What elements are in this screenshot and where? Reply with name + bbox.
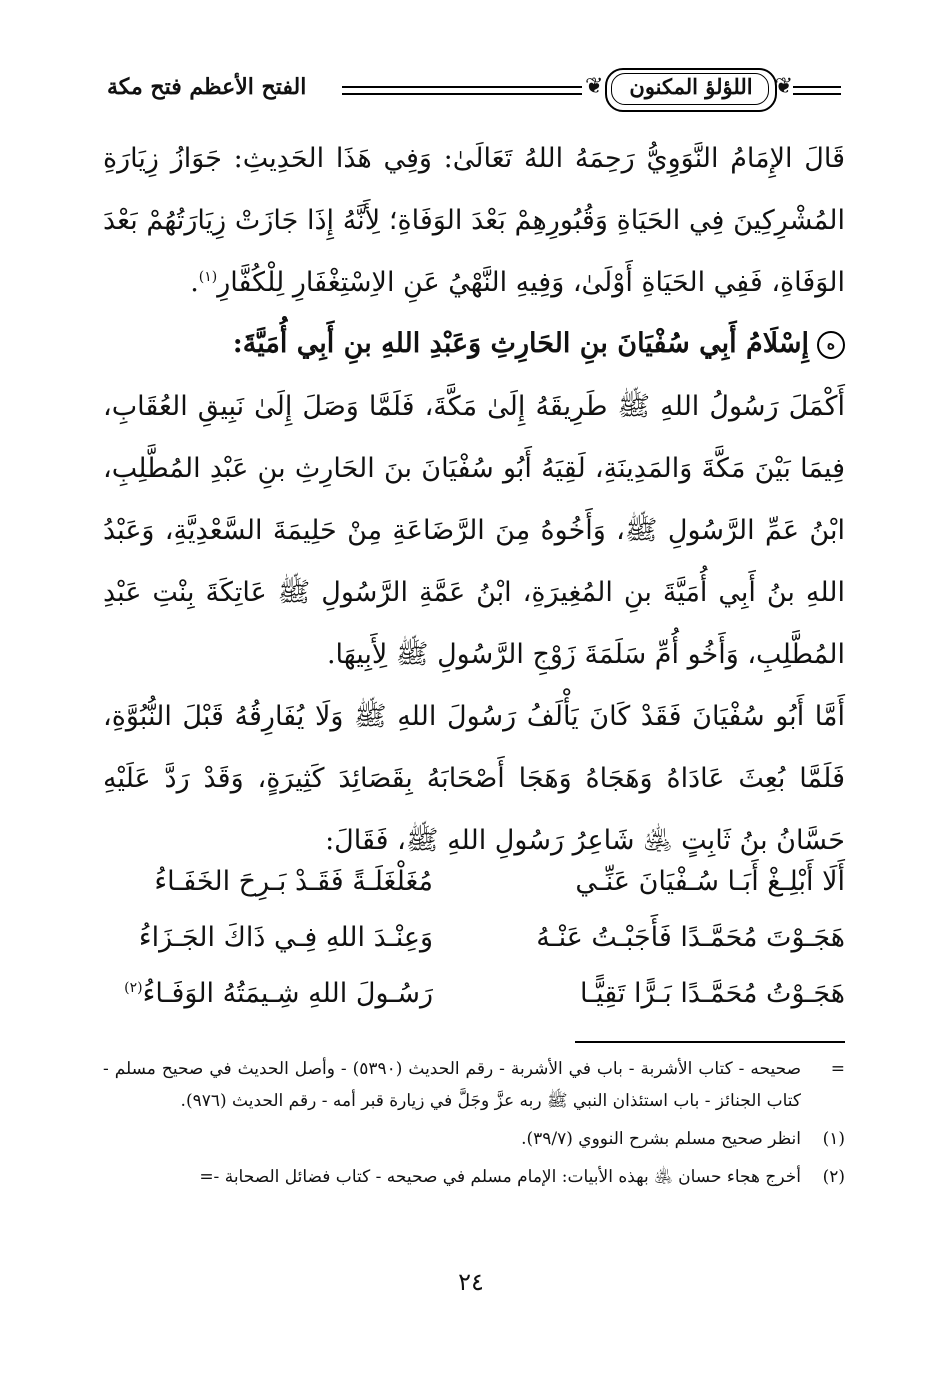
chapter-title: الفتح الأعظم فتح مكة: [107, 74, 307, 100]
paragraph-text: أَكْمَلَ رَسُولُ اللهِ ﷺ طَرِيقَهُ إِلَىٰ مَكَّةَ، فَلَمَّا وَصَلَ إِلَىٰ نَبِيقِ العُقَابِ، فِيمَا بَيْنَ مَكَّةَ وَالمَدِينَةِ، لَقِيَهُ أَبُو سُفْيَانَ بنَ الحَارِثِ بنِ عَبْدِ المُطَّلِبِ، ابْنُ عَمِّ الرَّسُولِ ﷺ، وَأَخُوهُ مِنَ الرَّضَاعَةِ مِنْ حَلِيمَةَ السَّعْدِيَّةِ، وَعَبْدُ اللهِ بنُ أَبِي أُمَيَّةَ بنِ المُغِيرَةِ، ابْنُ عَمَّةِ الرَّسُولِ ﷺ عَاتِكَةَ بِنْتِ عَبْدِ المُطَّلِبِ، وَأَخُو أُمِّ سَلَمَةَ زَوْجِ الرَّسُولِ ﷺ لِأَبِيهَا.: [103, 391, 845, 670]
book-title: اللؤلؤ المكنون: [629, 74, 753, 99]
footnote-continuation: [103, 1053, 845, 1117]
section-heading: [103, 316, 845, 372]
footnote-text: انظر صحيح مسلم بشرح النووي (٣٩/٧).: [521, 1129, 801, 1149]
section-heading-text: إِسْلَامُ أَبِي سُفْيَانَ بنِ الحَارِثِ وَعَبْدِ اللهِ بنِ أَبِي أُمَيَّةَ:: [232, 328, 809, 359]
poem-verse: [103, 866, 845, 922]
book-title-ornament: [585, 62, 793, 116]
footnote-marker: (١): [822, 1129, 845, 1149]
verse-second-hemistich: مُغَلْغَلَـةً فَقَـدْ بَـرِحَ الخَفَـاءُ: [154, 866, 433, 897]
poem: [103, 866, 845, 1034]
header-rule-right: [793, 86, 841, 95]
footnote-separator: [575, 1041, 845, 1043]
header-rule-left: [342, 86, 582, 95]
verse-second-hemistich: رَسُـولَ اللهِ شِـيمَتُهُ الوَفَـاءُ$^{(٢)}$: [124, 978, 433, 1009]
footnote-text: أخرج هجاء حسان ﵁ بهذه الأبيات: الإمام مسلم في صحيحه - كتاب فضائل الصحابة -=: [199, 1167, 801, 1187]
footnote-marker: =: [830, 1059, 845, 1079]
running-header: [95, 58, 847, 122]
footnotes: [103, 1053, 845, 1199]
page-number: ٢٤: [458, 1268, 484, 1296]
ornament-left-icon: ❦: [585, 74, 604, 99]
verse-first-hemistich: هَجَـوْتَ مُحَمَّـدًا فَأَجَبْـتُ عَنْـهُ: [536, 922, 845, 953]
paragraph-end: .: [190, 267, 199, 298]
footnote-text: صحيحه - كتاب الأشربة - باب في الأشربة - رقم الحديث (٥٣٩٠) - وأصل الحديث في صحيح مسلم - كتاب الجنائز - باب استئذان النبي ﷺ ربه عزَّ وجَلَّ في زيارة قبر أمه - رقم الحديث (٩٧٦).: [103, 1059, 802, 1111]
paragraph-nawawi: [103, 128, 845, 314]
ornament-right-icon: ❦: [774, 74, 793, 99]
verse-second-hemistich: وَعِنْـدَ اللهِ فِـي ذَاكَ الجَـزَاءُ: [138, 922, 433, 953]
verse-first-hemistich: هَجَـوْتُ مُحَمَّـدًا بَـرًّا تَقِيًّـا: [579, 978, 845, 1009]
paragraph-text: أَمَّا أَبُو سُفْيَانَ فَقَدْ كَانَ يَأْلَفُ رَسُولَ اللهِ ﷺ وَلَا يُفَارِقُهُ قَبْلَ النُّبُوَّةِ، فَلَمَّا بُعِثَ عَادَاهُ وَهَجَاهُ وَهَجَا أَصْحَابَهُ بِقَصَائِدَ كَثِيرَةٍ، وَقَدْ رَدَّ عَلَيْهِ حَسَّانُ بنُ ثَابِتٍ ﵁ شَاعِرُ رَسُولِ اللهِ ﷺ، فَقَالَ:: [103, 701, 845, 856]
footnote-1: [103, 1123, 845, 1155]
section-mark-icon: ه: [817, 331, 845, 359]
footnote-ref-1[interactable]: (١): [198, 269, 218, 285]
footnote-marker: (٢): [822, 1167, 845, 1187]
poem-verse: [103, 922, 845, 978]
footnote-2: [103, 1161, 845, 1193]
paragraph-text: قَالَ الإِمَامُ النَّوَوِيُّ رَحِمَهُ اللهُ تَعَالَىٰ: وَفِي هَذَا الحَدِيثِ: جَوَازُ زِيَارَةِ المُشْرِكِينَ فِي الحَيَاةِ وَقُبُورِهِمْ بَعْدَ الوَفَاةِ؛ لِأَنَّهُ إِذَا جَازَتْ زِيَارَتُهُمْ بَعْدَ الوَفَاةِ، فَفِي الحَيَاةِ أَوْلَىٰ، وَفِيهِ النَّهْيُ عَنِ الاِسْتِغْفَارِ لِلْكُفَّارِ: [103, 143, 845, 298]
paragraph-abu-sufyan: [103, 686, 845, 872]
poem-verse: [103, 978, 845, 1034]
footnote-ref-2[interactable]: (٢): [124, 980, 143, 996]
paragraph-journey: [103, 376, 845, 686]
verse-first-hemistich: أَلَا أَبْلِـغْ أَبَـا سُـفْيَانَ عَنِّـي: [575, 866, 845, 897]
